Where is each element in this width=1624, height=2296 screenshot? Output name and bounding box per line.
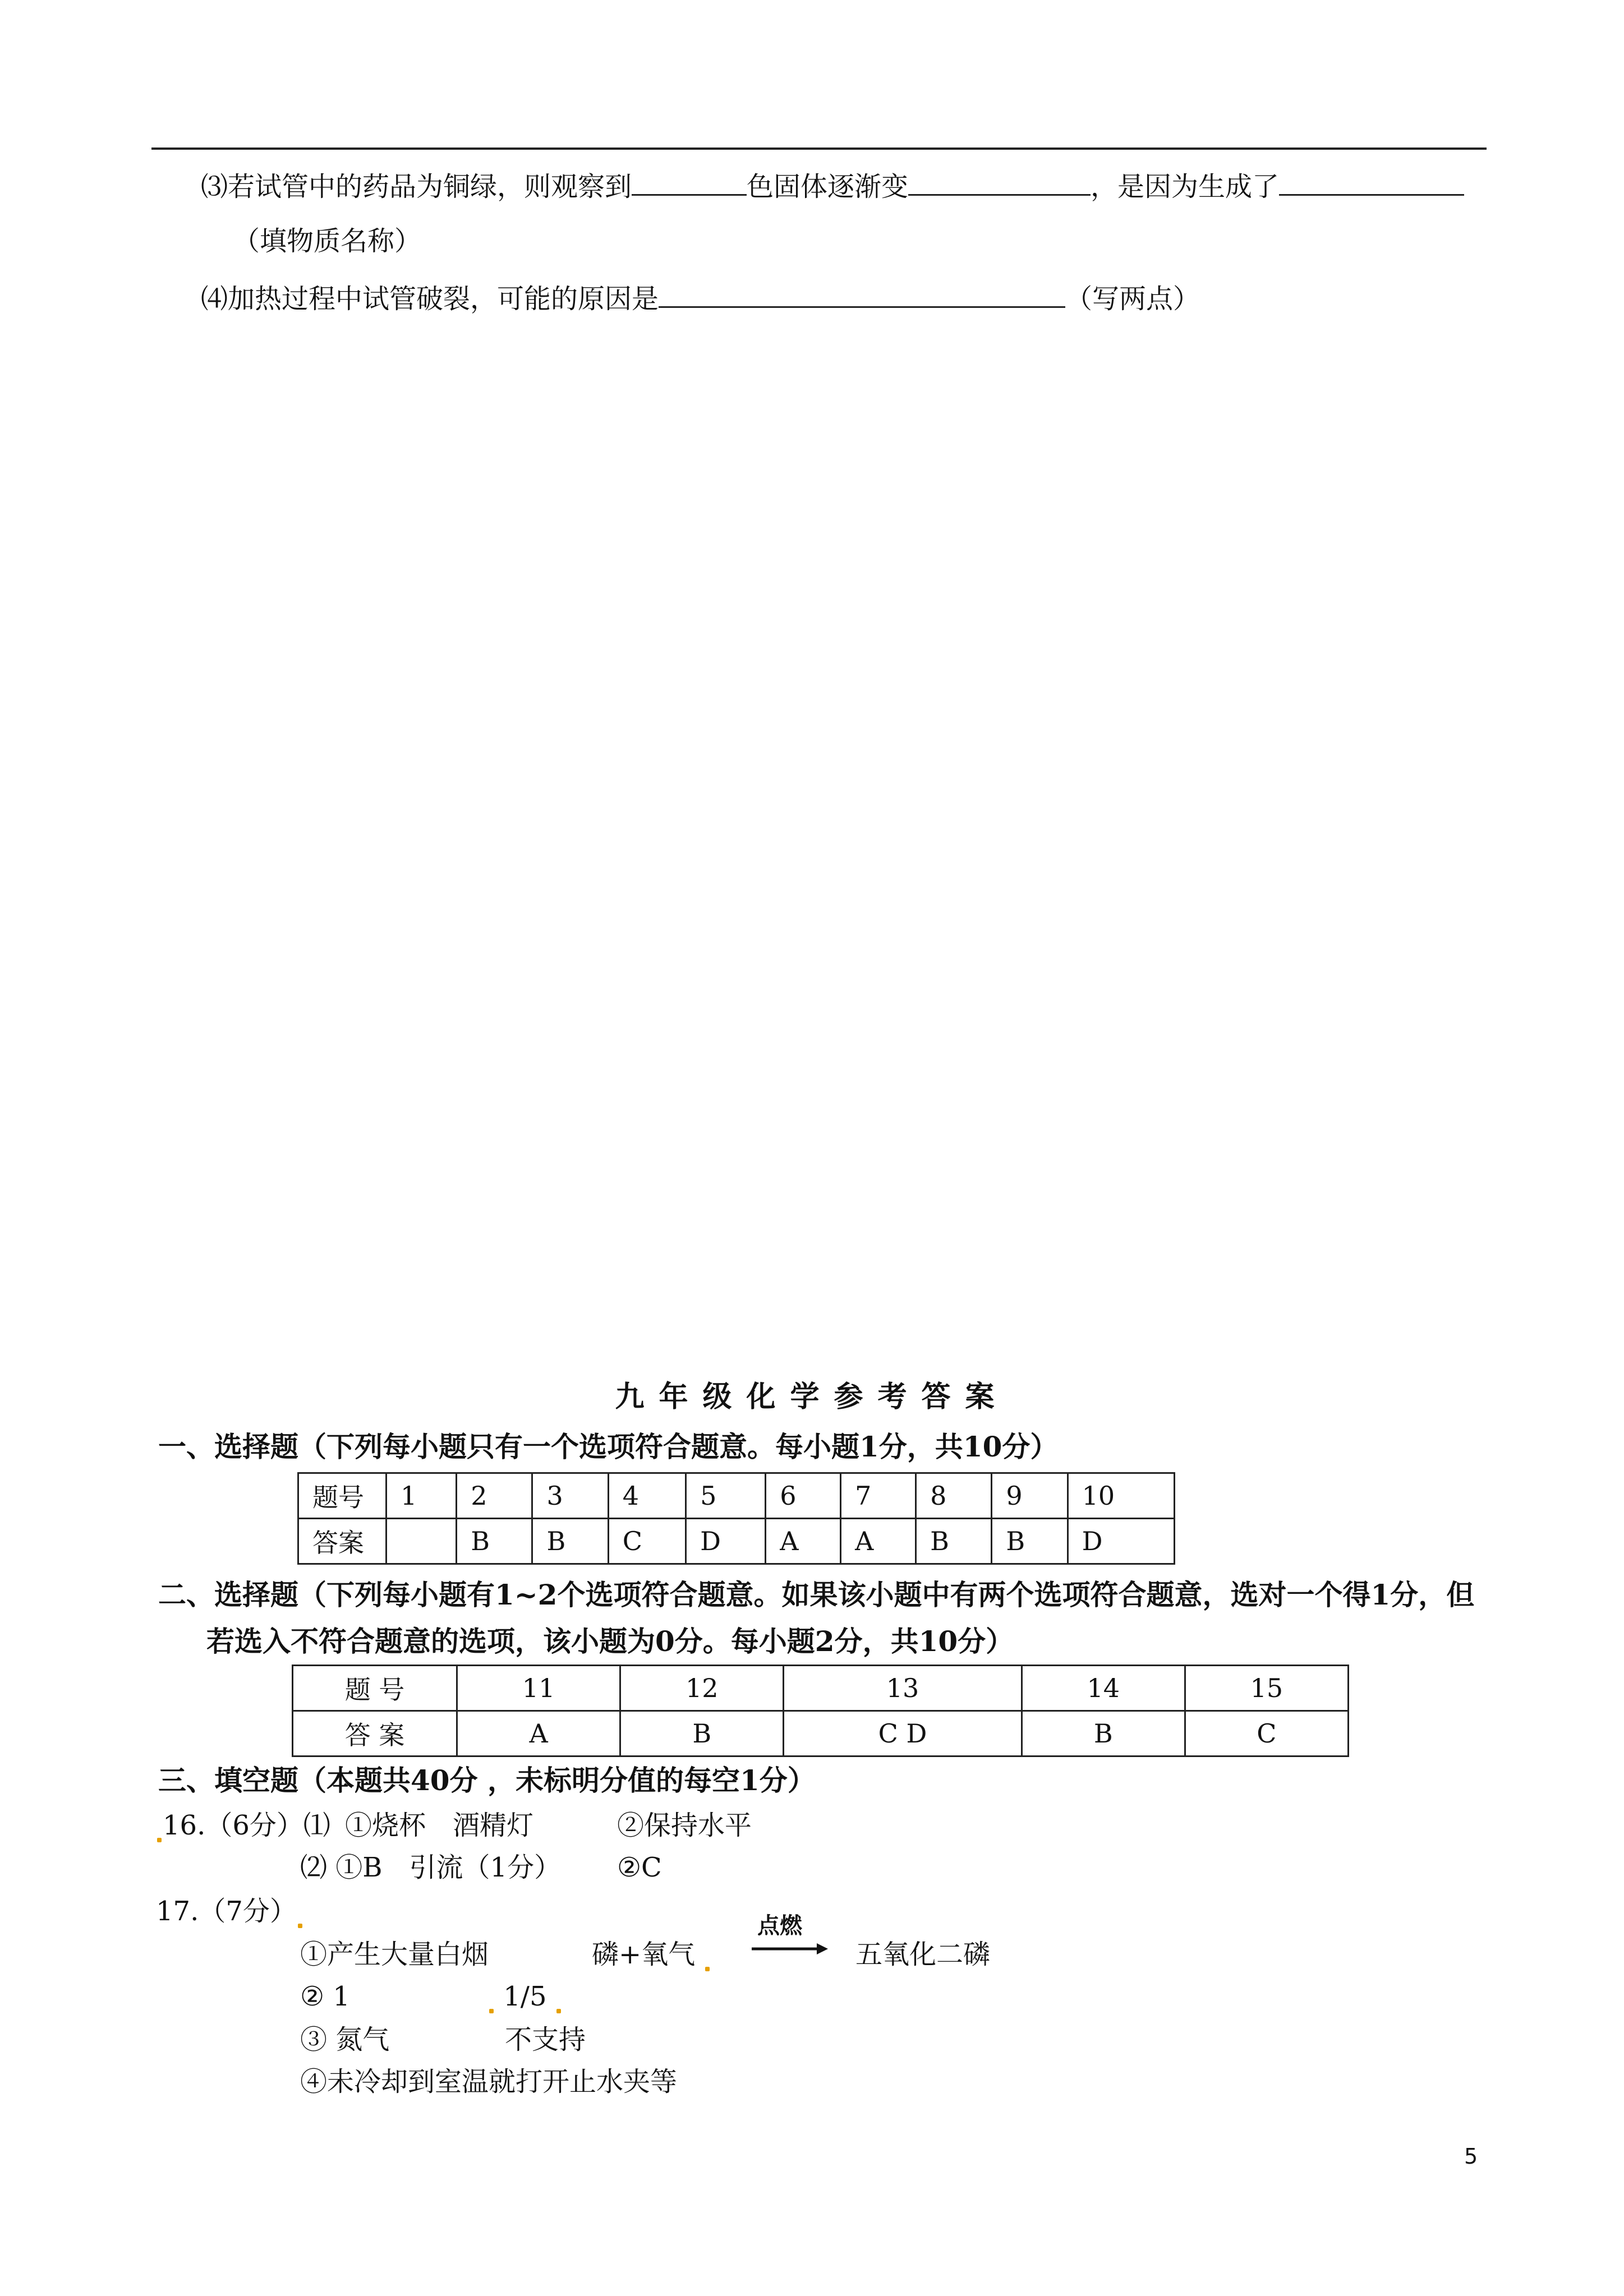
cell-answer: B bbox=[992, 1519, 1068, 1564]
cell-number: 9 bbox=[992, 1473, 1068, 1519]
q16-answer-1a: ①烧杯 酒精灯 bbox=[345, 1810, 534, 1841]
mark-dot bbox=[157, 1838, 162, 1842]
reaction-condition: 点燃 bbox=[757, 1913, 802, 1939]
question-3-text-1: ⑶若试管中的药品为铜绿，则观察到 bbox=[201, 171, 632, 202]
section-1-heading: 一、选择题（下列每小题只有一个选项符合题意。每小题1分，共10分） bbox=[158, 1430, 1059, 1463]
question-4-text-2: （写两点） bbox=[1065, 283, 1200, 315]
cell-answer: A bbox=[766, 1519, 841, 1564]
section-2-heading-line2: 若选入不符合题意的选项，该小题为0分。每小题2分，共10分） bbox=[206, 1625, 1014, 1658]
q17-answer-1c: 五氧化二磷 bbox=[855, 1939, 991, 1970]
mark-dot bbox=[705, 1967, 710, 1971]
question-3-text-3: ，是因为生成了 bbox=[1091, 171, 1280, 202]
q17-answer-3b: 不支持 bbox=[505, 2024, 586, 2055]
answer-title: 九年级化学参考答案 bbox=[615, 1380, 1009, 1414]
section-1-table bbox=[297, 1472, 1175, 1565]
row-label-number: 题 号 bbox=[293, 1666, 457, 1711]
cell-number: 14 bbox=[1022, 1666, 1185, 1711]
q16-answer-2a: ⑵ ①B 引流（1分） bbox=[300, 1852, 562, 1883]
q17-fraction: 1/5 bbox=[503, 1981, 547, 2012]
q17-label bbox=[156, 1894, 303, 1928]
section-2-table bbox=[292, 1665, 1349, 1757]
cell-answer: B bbox=[1022, 1711, 1185, 1756]
mark-dot bbox=[556, 2009, 561, 2013]
question-3-line2: （填物质名称） bbox=[233, 225, 422, 257]
cell-answer: D bbox=[686, 1519, 766, 1564]
cell-number: 5 bbox=[686, 1473, 766, 1519]
blank-change[interactable] bbox=[908, 168, 1091, 196]
cell-number: 10 bbox=[1068, 1473, 1174, 1519]
cell-number: 1 bbox=[387, 1473, 457, 1519]
mark-dot bbox=[298, 1924, 302, 1928]
question-3-line1 bbox=[201, 168, 1464, 204]
question-4-text-1: ⑷加热过程中试管破裂，可能的原因是 bbox=[201, 283, 659, 315]
q17-label-text: 17.（7分） bbox=[156, 1896, 297, 1927]
table-row-numbers bbox=[293, 1666, 1349, 1711]
cell-number: 4 bbox=[608, 1473, 686, 1519]
question-4-line bbox=[201, 280, 1200, 316]
cell-answer: C bbox=[608, 1519, 686, 1564]
question-3-text-2: 色固体逐渐变 bbox=[747, 171, 909, 202]
blank-product[interactable] bbox=[1279, 168, 1464, 196]
cell-number: 3 bbox=[532, 1473, 608, 1519]
cell-answer: D bbox=[1068, 1519, 1174, 1564]
cell-answer: B bbox=[532, 1519, 608, 1564]
cell-answer: B bbox=[620, 1711, 784, 1756]
q17-answer-1b bbox=[592, 1938, 711, 1971]
cell-number: 6 bbox=[766, 1473, 841, 1519]
cell-number: 7 bbox=[841, 1473, 916, 1519]
mark-dot bbox=[489, 2009, 494, 2013]
cell-answer: C bbox=[1185, 1711, 1348, 1756]
cell-number: 15 bbox=[1185, 1666, 1348, 1711]
cell-number: 8 bbox=[916, 1473, 992, 1519]
row-label-answer: 答案 bbox=[298, 1519, 387, 1564]
blank-reason[interactable] bbox=[659, 280, 1065, 308]
cell-number: 11 bbox=[457, 1666, 620, 1711]
cell-answer: A bbox=[841, 1519, 916, 1564]
q16-answer-1b: ②保持水平 bbox=[617, 1810, 752, 1841]
q17-answer-1a: ①产生大量白烟 bbox=[300, 1939, 489, 1970]
cell-number: 2 bbox=[457, 1473, 532, 1519]
section-2-heading-line1: 二、选择题（下列每小题有1~2个选项符合题意。如果该小题中有两个选项符合题意，选对一个得1分，但 bbox=[158, 1578, 1475, 1611]
row-label-answer: 答 案 bbox=[293, 1711, 457, 1756]
q16-answer-2b: ②C bbox=[617, 1852, 662, 1883]
cell-answer bbox=[387, 1519, 457, 1564]
row-label-number: 题号 bbox=[298, 1473, 387, 1519]
table-row-answers bbox=[298, 1519, 1175, 1564]
cell-answer: C D bbox=[784, 1711, 1022, 1756]
q17-answer-4: ④未冷却到室温就打开止水夹等 bbox=[300, 2066, 678, 2097]
section-3-heading: 三、填空题（本题共40分 ，未标明分值的每空1分） bbox=[158, 1764, 816, 1797]
header-rule bbox=[151, 147, 1487, 150]
reaction-arrow-icon bbox=[751, 1940, 829, 1957]
q16-label-text: 16.（6分）⑴ bbox=[163, 1810, 330, 1841]
q16-label bbox=[156, 1809, 330, 1842]
q17-answer-3a: ③ 氮气 bbox=[300, 2024, 390, 2055]
cell-number: 13 bbox=[784, 1666, 1022, 1711]
table-row-numbers bbox=[298, 1473, 1175, 1519]
cell-answer: A bbox=[457, 1711, 620, 1756]
q17-reactants: 磷+氧气 bbox=[592, 1939, 696, 1970]
table-row-answers bbox=[293, 1711, 1349, 1756]
cell-number: 12 bbox=[620, 1666, 784, 1711]
blank-color[interactable] bbox=[632, 168, 747, 196]
cell-answer: B bbox=[916, 1519, 992, 1564]
cell-answer: B bbox=[457, 1519, 532, 1564]
q17-answer-2a: ② 1 bbox=[300, 1981, 350, 2012]
q17-answer-2b bbox=[488, 1980, 562, 2013]
page-number: 5 bbox=[1464, 2144, 1478, 2169]
